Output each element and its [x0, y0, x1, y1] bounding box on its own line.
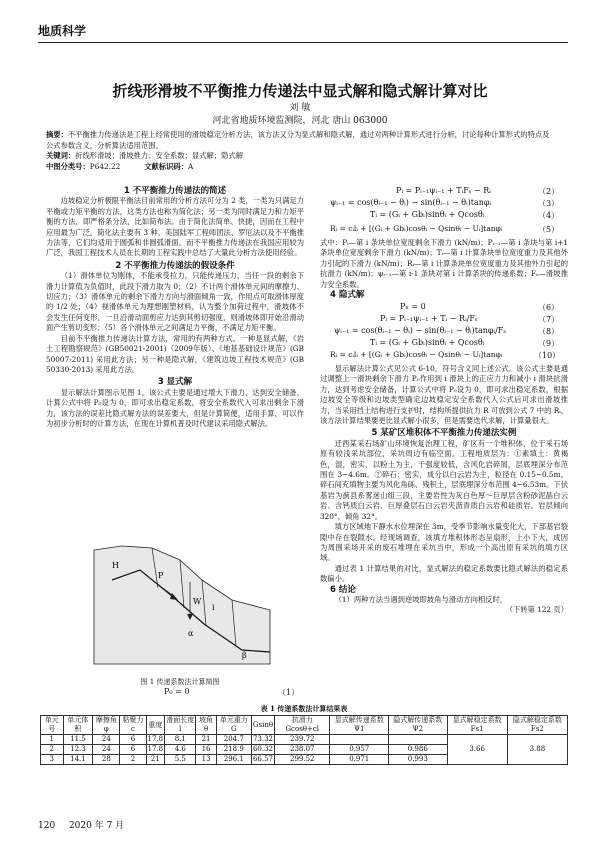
- table-1-caption: 表 1 传递系数法计算结果表: [260, 704, 348, 713]
- table-cell: 4.6: [165, 745, 196, 755]
- section-4-block: [320, 290, 568, 300]
- section-5-text-2: 填方区域地下静水水位埋深在 3m，受季节影响水量变化大，下部基岩裂隙中存在裂隙水。经现场调查，该填方堆积体形态呈扇形，上小下大，成因为周围采场开采的废石堆埋在采坑当中，形成一个高出原有采坑的填方区域。: [320, 522, 568, 563]
- equation-6: Pₙ = 0: [400, 302, 426, 311]
- label-alpha: α: [188, 629, 194, 638]
- abstract-label: 摘要：: [46, 130, 68, 139]
- left-column: [46, 186, 304, 429]
- table-cell: 16: [196, 745, 216, 755]
- table-cell: 11.5: [63, 735, 93, 745]
- table-cell: 0.971: [330, 755, 389, 765]
- table-header: Gsinθ: [251, 716, 274, 735]
- table-cell: 21: [196, 735, 216, 745]
- equation-6-number: （6）: [538, 303, 560, 312]
- keywords-text: 折线形滑坡；滑坡推力；安全系数；显式解；隐式解: [75, 151, 244, 160]
- table-cell: 6: [120, 735, 146, 745]
- fs2-value: 3.88: [507, 735, 567, 765]
- table-cell: 239.72: [275, 735, 330, 745]
- table-cell: 24: [93, 735, 120, 745]
- section-2-text-2: 目前不平衡推力传递法计算方法，常用的有两种方式，一种是显式解，《岩土工程勘察规范》(GB50021-2001)（2009年版）、《地基基础设计规范》(GB 50007-2011) 采用此方法；另一种是隐式解，《建筑边坡工程技术规范》(GB 50330-2013) 采用此方法。: [46, 333, 304, 374]
- equation-10-number: （10）: [534, 351, 561, 360]
- section-2-title: 2 不平衡推力传递法的假设条件: [115, 260, 235, 271]
- table-cell: [389, 735, 448, 745]
- abstract-text: 不平衡推力传递法是工程上经常使用的滑坡稳定分析方法，该方法又分为显式解和隐式解，通过对两种计算形式进行分析，讨论每种计算形式的特点及公式参数含义，分析算法适用范围。: [46, 130, 550, 150]
- doc-value: A: [188, 161, 194, 171]
- cls-value: P642.22: [89, 161, 121, 171]
- doc-label: 文献标识码：: [144, 161, 189, 171]
- table-cell: 6: [120, 745, 146, 755]
- abstract: [46, 130, 556, 151]
- table-cell: 60.32: [252, 745, 273, 753]
- table-header: 滑面长度l: [166, 716, 195, 733]
- label-w: W: [193, 597, 202, 606]
- table-cell: 0.986: [389, 745, 448, 755]
- table-cell: 0.957: [330, 745, 389, 755]
- right-column-body: [320, 364, 568, 616]
- table-header-row: [41, 716, 568, 735]
- classification: [46, 162, 556, 173]
- table-cell: 1: [41, 735, 64, 745]
- table-cell: 24: [93, 745, 120, 755]
- table-header: 显式解传递系数Ψ1: [330, 716, 389, 735]
- table-header: 摩擦角φ: [93, 716, 120, 735]
- table-cell: [330, 735, 389, 745]
- equation-5: Rᵢ = cᵢlᵢ + [(Gᵢ + Gbᵢ)cosθᵢ − Qsinθᵢ − Uᵢ]tanφᵢ: [330, 224, 503, 233]
- section-1-text: 边坡稳定分析极限平衡法目前常用的分析方法可分为 2 类，一类为只满足力平衡或力矩平衡的方法，这类方法也称为简化法；另一类为同时满足力和力矩平衡的方法，即严格条分法，比如简布法。由于简化法简单、快捷，因而在工程中应用最为广泛，简化法主要有 3 种，美国陆军工程师团法、罗厄法以及不平衡推力法等，它们均适用于圆弧和非圆弧滑面，而不平衡推力传递法在我国应用较为广泛，我国工程技术人员在长期的工程实践中总结了大量此分析方法使用经验。: [46, 196, 304, 258]
- table-header: 重度: [146, 716, 165, 735]
- table-cell: 2: [41, 745, 64, 755]
- table-cell: 17.8: [147, 745, 164, 753]
- table-cell: 13: [196, 755, 216, 765]
- equation-3: ψᵢ₋₁ = cos(θᵢ₋₁ − θᵢ) − sin(θᵢ₋₁ − θᵢ)tanφᵢ: [330, 198, 492, 207]
- section-2-text-1: （1）滑体单位为刚体，不能承受拉力，只能传递压力，当任一段的剩余下滑力计算值为负值时，此段下滑力取为 0；（2）不计两个滑体单元间的摩擦力、切应力；（3）滑体单元的剩余下滑力方向与滑面倾角一致，作用点可取滑体厚度的 1/2 处；（4）视滑体单元为理想刚塑材料，认为整个加荷过程中，滑坡体不会发生任何变形，一旦沿滑动面剪应力达到其剪切强度，则滑坡体即开始沿滑动面产生剪切变形；（5）各个滑体单元之间满足力平衡，不满足力矩平衡。: [46, 271, 304, 333]
- table-header: 单元号: [41, 716, 64, 735]
- equation-7-number: （7）: [538, 315, 560, 324]
- table-cell: 12.3: [63, 745, 93, 755]
- table-header: 隐式解稳定系数Fs2: [507, 716, 567, 735]
- issue-date: 2020 年 7 月: [68, 821, 125, 831]
- section-4-text: 显示解法计算公式见公式 6-10，符号含义同上述公式。该公式主要是通过调整上一滑块剩余下滑力 P₀作用到 i 滑块上的正应力力和减小 i 滑块抗滑力，达到考虑安全储备，计算公式中将 P₀设为 0，即可求出稳定系数，根据边坡安全等级和边坡类型确定边坡稳定安全系数代入公式后可求出滑坡推力，当采用挡土结构进行支护时，结构所提供抗力 R 可放到公式 7 中的 Rᵢ，该方法计算结果要更比显式解小很多，但是需要迭代求解，计算量很大。: [320, 364, 568, 426]
- fs1-value: 3.66: [447, 735, 507, 765]
- cls-label: 中图分类号：: [46, 161, 90, 171]
- paper-title: 折线形滑坡不平衡推力传递法中显式解和隐式解计算对比: [112, 82, 488, 100]
- table-row: [41, 735, 568, 745]
- journal-name: 地质科学: [38, 24, 87, 38]
- table-cell: 66.57: [252, 755, 273, 763]
- table-cell: 299.52: [275, 755, 330, 765]
- figure-1-caption: 图 1 传递系数法计算简图: [140, 678, 220, 686]
- label-p: P: [158, 571, 164, 580]
- table-cell: 296.1: [216, 755, 251, 765]
- section-5-text-3: 通过表 1 计算结果的对比，显式解法的稳定系数要比隐式解法的稳定系数偏小。: [320, 563, 568, 584]
- figure-1-diagram: [92, 540, 272, 668]
- equation-10: Rᵢ = cᵢlᵢ + [(Gᵢ + Gbᵢ)cosθᵢ − Qsinθᵢ − Uᵢ]tanφᵢ: [330, 350, 503, 359]
- table-cell: 238.07: [275, 745, 330, 755]
- table-cell: 14.1: [63, 755, 93, 765]
- section-4-title: 4 隐式解: [330, 290, 365, 300]
- section-1-title: 1 不平衡推力传递法的简述: [123, 186, 227, 196]
- label-i: i: [212, 603, 215, 612]
- table-cell: 73.32: [252, 735, 273, 743]
- table-header: 单元体积: [63, 716, 93, 735]
- label-h: H: [112, 561, 119, 570]
- table-cell: 17.8: [147, 735, 164, 743]
- table-cell: 3: [41, 755, 64, 765]
- table-cell: 8.1: [165, 735, 196, 745]
- table-header: 显式解稳定系数Fs1: [447, 716, 507, 735]
- equation-8: ψᵢ₋₁ = cos(θᵢ₋₁ − θᵢ) − sin(θᵢ₋₁ − θᵢ)tanφᵢ/Fₛ: [334, 326, 507, 335]
- section-5-title: 5 某矿区堆积体不平衡推力传递法实例: [371, 428, 517, 439]
- section-3-title: 3 显式解: [157, 377, 193, 388]
- table-cell: 5.5: [165, 755, 196, 765]
- section-6-text: （1）两种方法当遇到逆坡即坡角与滑动方向相反时，: [334, 594, 508, 604]
- equation-5-number: （5）: [538, 225, 560, 234]
- label-beta: β: [242, 651, 247, 660]
- running-header: [38, 20, 568, 43]
- table-header: 单元重力G: [216, 716, 251, 735]
- continued-note: （下转第 122 页）: [505, 605, 568, 615]
- affiliation: 河北省地质环境监测院，河北 唐山 063000: [212, 116, 388, 126]
- table-header: 粘聚力c: [120, 716, 146, 735]
- author: 刘 敏: [289, 103, 311, 113]
- table-cell: 2: [120, 755, 146, 765]
- keywords-label: 关键词：: [46, 151, 76, 160]
- equation-2-number: （2）: [538, 187, 560, 196]
- equation-1: P₀ = 0: [164, 687, 190, 696]
- equation-1-number: （1）: [278, 688, 300, 697]
- equation-3-number: （3）: [538, 199, 560, 208]
- equation-9-number: （9）: [538, 339, 560, 348]
- table-header: 隐式解传递系数Ψ2: [389, 716, 448, 735]
- equation-2: Pᵢ = Pᵢ₋₁ψᵢ₋₁ + TᵢFₛ − Rᵢ: [396, 186, 491, 195]
- section-5-text-1: 迁西某采石场矿山环境恢复治理工程，矿区有一个堆积体，位于采石场原有较浅采坑部位，采坑周边有临空面。工程地质层为：①素填土：黄褐色，湿，密实，以粉土为主，干强度较低，含风化岩碎屑，层底埋深分布范围在 3~4.6m。②碎石：密实，成分以白云岩为主，粒径在 0.15~0.5m，碎石间充填物主要为风化角砾、残积土，层底埋深分布范围 4~6.53m。下伏基岩为蓟县系雾迷山组三段，主要岩性为灰白色厚～巨厚层含粉砂泥晶白云岩、含钙质白云岩、巨厚叠层石白云岩夹沥青质白云岩和硅质岩。岩层倾向 320°，倾角 32°。: [320, 438, 568, 521]
- table-header: 抗滑力Gcosθ+cl: [275, 716, 330, 735]
- equation-4-number: （4）: [538, 211, 560, 220]
- equation-9: Tᵢ = (Gᵢ + Gbᵢ)sinθᵢ + Qcosθᵢ: [370, 338, 485, 347]
- equation-4: Tᵢ = (Gᵢ + Gbᵢ)sinθᵢ + Qcosθᵢ: [370, 210, 485, 219]
- abstract-block: [46, 130, 556, 172]
- equation-7: Pᵢ = Pᵢ₋₁ψᵢ₋₁ + Tᵢ − Rᵢ/Fₛ: [380, 314, 478, 323]
- page-footer: [38, 818, 124, 831]
- section-3-text: 显示解法计算图示见图 1，该公式主要是通过增大下滑力，达到安全储备，计算公式中将 P₀设为 0，即可求出稳定系数，将安全系数代入可求出剩余下滑力，该方法的误差比隐式解方法的误差要大，但是计算简便，适用手算，可以作为初步分析时的计算方法，在现在计算机普及时代建议采用隐式解法。: [46, 387, 304, 428]
- table-cell: 0.993: [389, 755, 448, 765]
- table-cell: 204.7: [216, 735, 251, 745]
- equation-8-number: （8）: [538, 327, 560, 336]
- table-cell: 21: [146, 755, 165, 765]
- table-header: 坡角θ: [196, 716, 216, 735]
- table-1: [40, 715, 568, 765]
- table-cell: 28: [93, 755, 120, 765]
- table-cell: 218.9: [216, 745, 251, 755]
- symbol-definitions: 式中：Pᵢ—第 i 条块单位宽度剩余下滑力 (kN/m)；Pᵢ₋₁—第 i 条块与第 i+1 条块单位宽度剩余下滑力 (kN/m)；Tᵢ—第 i 计算条块单位宽度重力及其他外力引起的下滑力 (kN/m)；Rᵢ—第 i 计算条块单位宽度重力及其他外力引起的抗滑力 (kN/m)；ψᵢ₋₁—第 i-1 条块对第 i 计算条块的传递系数；Fₛ—滑坡推力安全系数。: [320, 238, 568, 289]
- page-number: 120: [38, 821, 56, 831]
- section-6-title: 6 结论: [330, 584, 356, 595]
- keywords: [46, 151, 556, 162]
